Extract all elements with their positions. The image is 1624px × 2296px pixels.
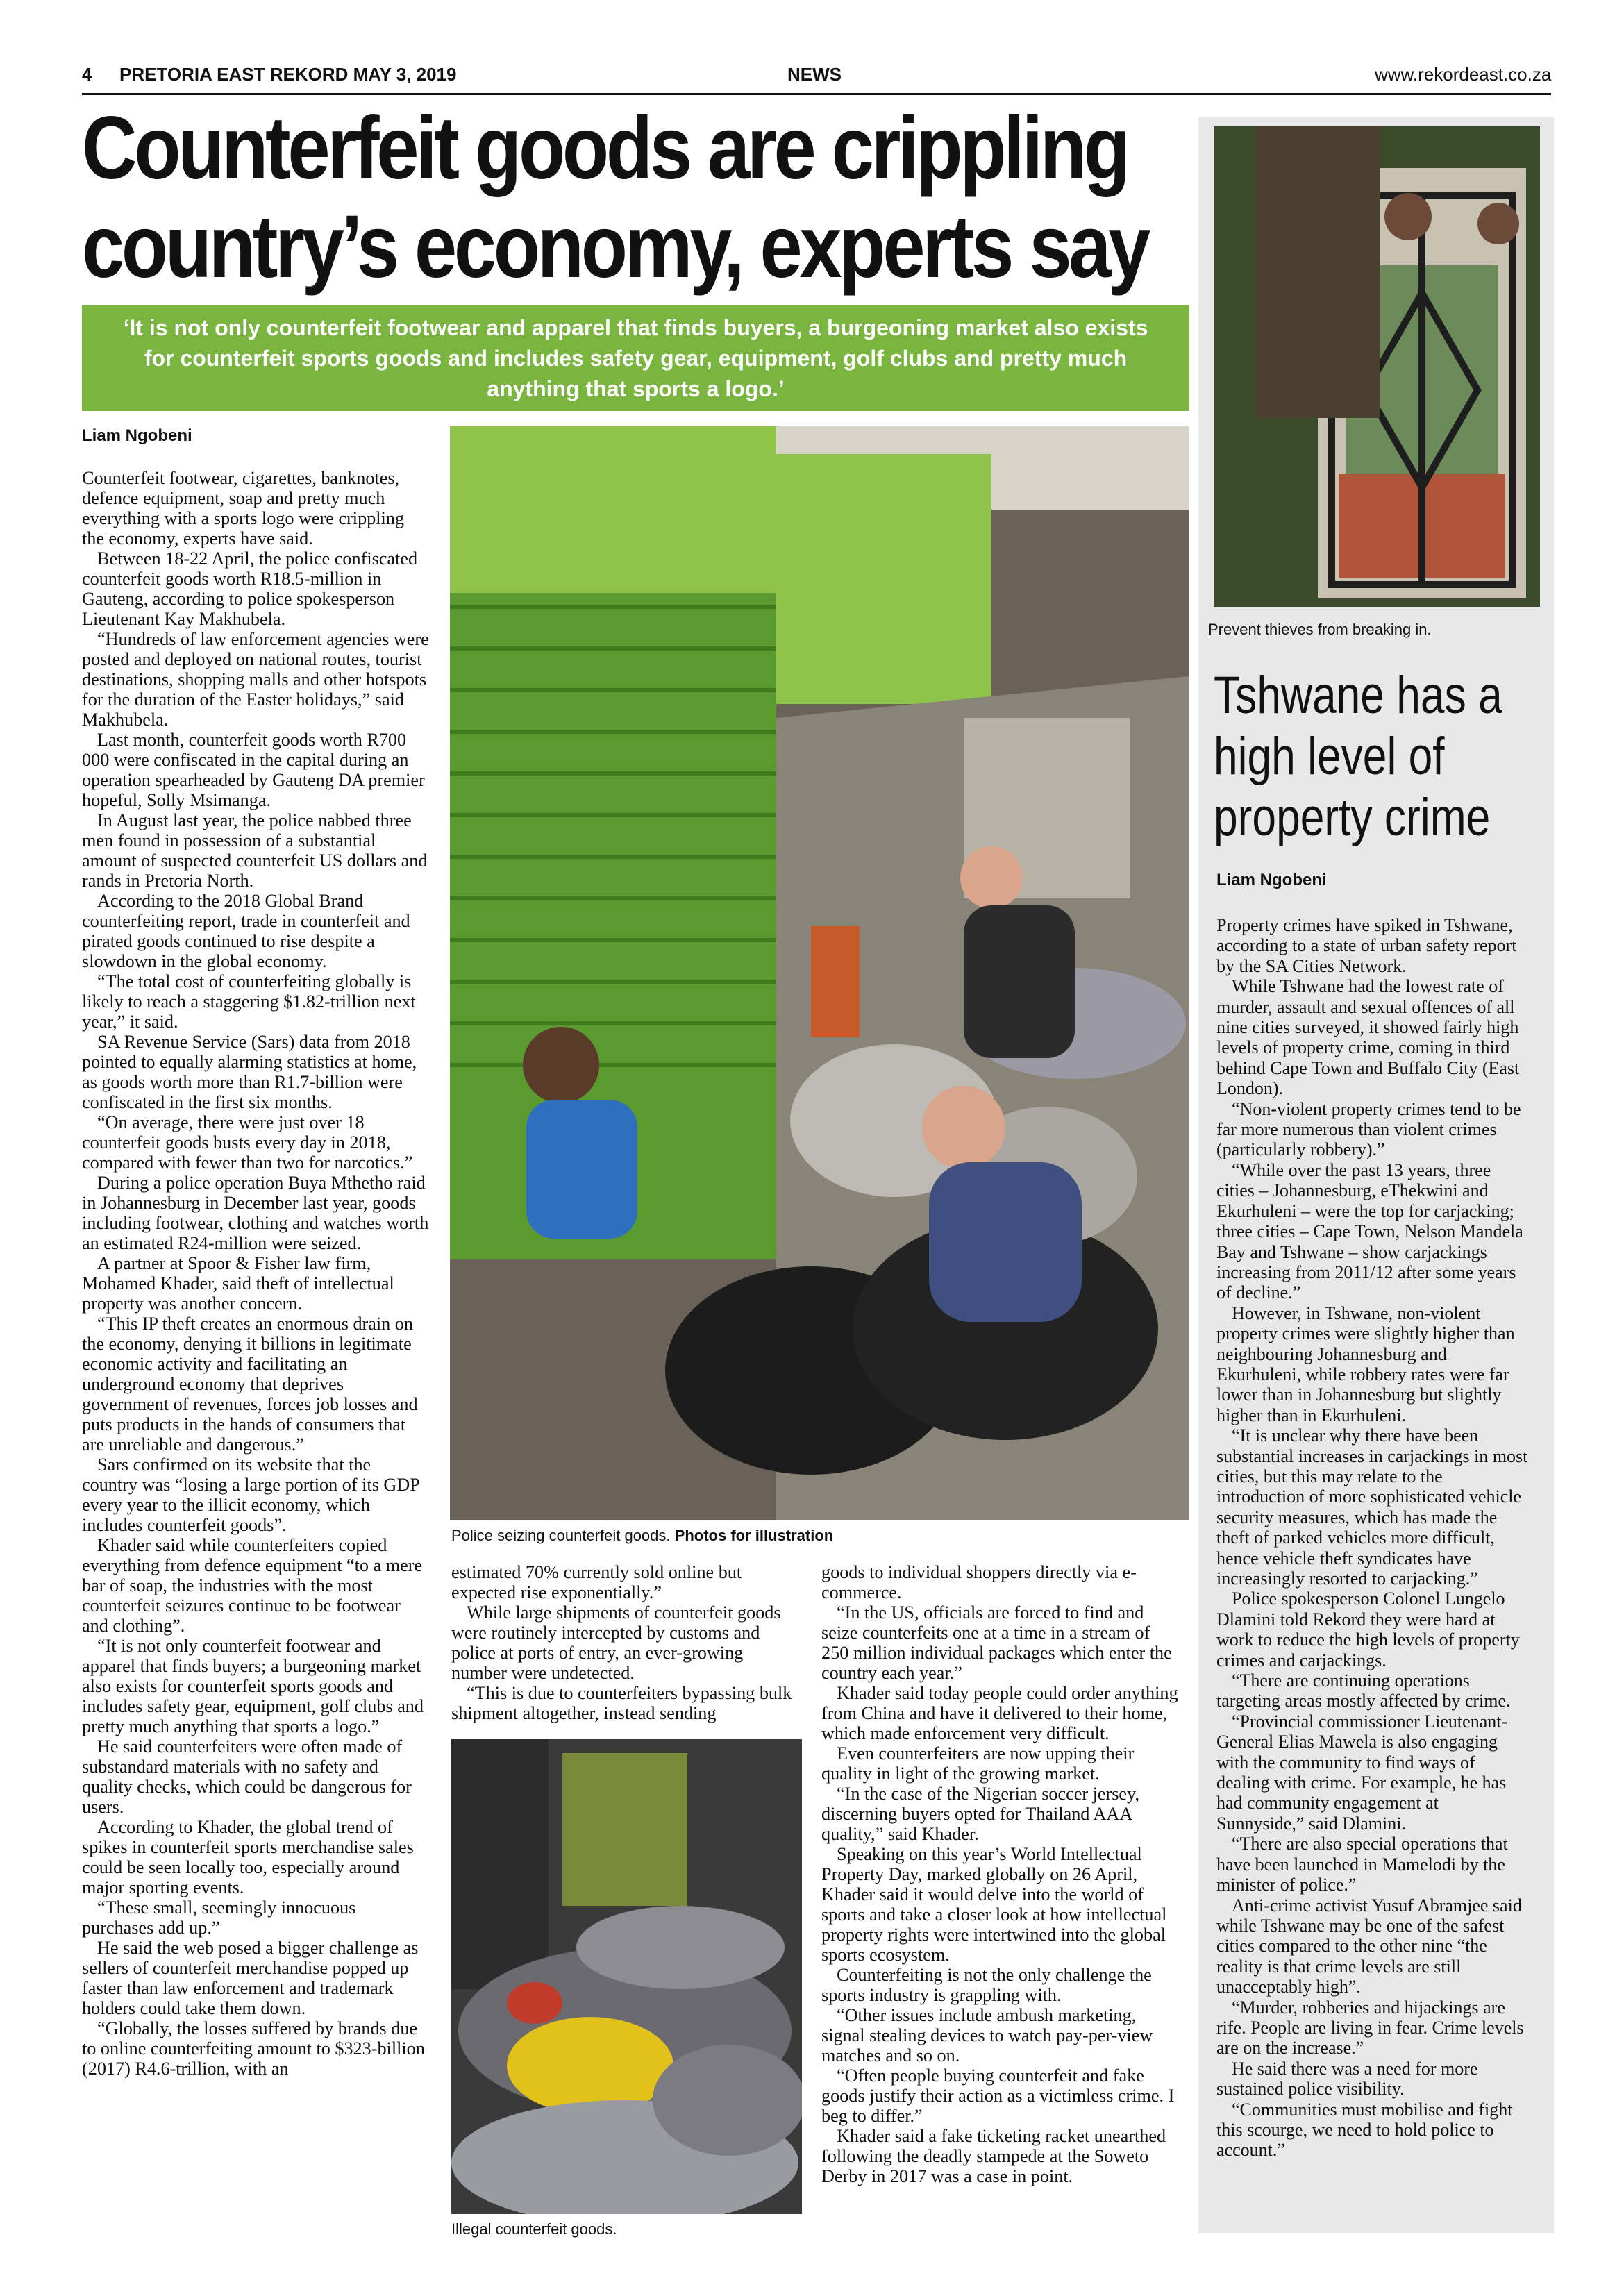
paragraph: “Non-violent property crimes tend to be far more numerous than violent crimes (particularly robbery).”	[1216, 1098, 1521, 1160]
paragraph: “It is unclear why there have been substantial increases in carjackings in most cities, but this may relate to the introduction of more sophisticated vehicle security measures, which has made the theft of parked vehicles more difficult, hence vehicle theft syndicates have increasingly resorted to carjacking.”	[1216, 1425, 1528, 1589]
photo-small-caption: Illegal counterfeit goods.	[451, 2220, 617, 2238]
website-link[interactable]: www.rekordeast.co.za	[1375, 64, 1552, 85]
article-column-3	[821, 1562, 1179, 2234]
sidebar-title-line-3: property crime	[1214, 788, 1491, 847]
paragraph: He said counterfeiters were often made of substandard materials with no safety and quality checks, which could be dangerous for users.	[82, 1736, 412, 1817]
publication-dateline: PRETORIA EAST REKORD MAY 3, 2019	[119, 64, 457, 85]
pull-quote: ‘It is not only counterfeit footwear and apparel that finds buyers, a burgeoning market also exists for counterfeit sports goods and includes safety gear, equipment, golf clubs and pretty much anything that sports a logo.’	[82, 305, 1189, 411]
burglar-bars-illustration	[1214, 126, 1540, 607]
paragraph: Even counterfeiters are now upping their quality in light of the growing market.	[821, 1743, 1135, 1784]
paragraph: Khader said today people could order anything from China and have it delivered to their home, which made enforcement very difficult.	[821, 1683, 1178, 1743]
paragraph: However, in Tshwane, non-violent property crimes were slightly higher than neighbouring Johannesburg and Ekurhuleni, while robbery rates were far lower than in Johannesburg but slightly higher than in Ekurhuleni.	[1216, 1302, 1515, 1425]
paragraph: “This is due to counterfeiters bypassing bulk shipment altogether, instead sending	[451, 1683, 792, 1723]
paragraph: “Other issues include ambush marketing, signal stealing devices to watch pay-per-view matches and so on.	[821, 2005, 1153, 2065]
paragraph: “This IP theft creates an enormous drain on the economy, denying it billions in legitimate economic activity and facilitating an underground economy that deprives government of revenues, forces job losses and puts products in the hands of consumers that are unreliable and dangerous.”	[82, 1314, 418, 1455]
header-rule	[82, 93, 1551, 95]
paragraph: estimated 70% currently sold online but expected rise exponentially.”	[451, 1562, 742, 1602]
paragraph: “It is not only counterfeit footwear and apparel that finds buyers; a burgeoning market also exists for counterfeit sports goods and includes safety gear, equipment, golf clubs and pretty much anything that sports a logo.”	[82, 1636, 424, 1736]
paragraph: “Often people buying counterfeit and fake goods justify their action as a victimless crime. I beg to differ.”	[821, 2065, 1175, 2126]
photo-main-caption-text: Police seizing counterfeit goods.	[451, 1527, 671, 1544]
paragraph: Khader said a fake ticketing racket unearthed following the deadly stampede at the Soweto Derby in 2017 was a case in point.	[821, 2126, 1166, 2186]
paragraph: “Hundreds of law enforcement agencies were posted and deployed on national routes, tourist destinations, shopping malls and other hotspots for the duration of the Easter holidays,” said Makhubela.	[82, 629, 429, 730]
paragraph: While large shipments of counterfeit goods were routinely intercepted by customs and police at ports of entry, an ever-growing number were undetected.	[451, 1602, 781, 1683]
paragraph: In August last year, the police nabbed three men found in possession of a substantial amount of suspected counterfeit US dollars and rands in Pretoria North.	[82, 810, 428, 891]
article-byline: Liam Ngobeni	[82, 426, 192, 445]
paragraph: According to Khader, the global trend of spikes in counterfeit sports merchandise sales could be seen locally too, especially around major sporting events.	[82, 1817, 414, 1897]
paragraph: “In the case of the Nigerian soccer jersey, discerning buyers opted for Thailand AAA quality,” said Khader.	[821, 1784, 1139, 1844]
paragraph: Between 18-22 April, the police confiscated counterfeit goods worth R18.5-million in Gauteng, according to police spokesperson Lieutenant Kay Makhubela.	[82, 548, 418, 629]
paragraph: “Murder, robberies and hijackings are rife. People are living in fear. Crime levels are on the increase.”	[1216, 1997, 1524, 2059]
paragraph: Police spokesperson Colonel Lungelo Dlamini told Rekord they were hard at work to reduce the high levels of property crimes and carjackings.	[1216, 1589, 1520, 1670]
paragraph: Counterfeiting is not the only challenge the sports industry is grappling with.	[821, 1965, 1152, 2005]
sidebar-photo-burglar-bars	[1214, 126, 1540, 607]
paragraph: “In the US, officials are forced to find and seize counterfeits one at a time in a stream of 250 million individual packages which enter the country each year.”	[821, 1602, 1172, 1683]
headline-line-1: Counterfeit goods are crippling	[82, 99, 1128, 198]
paragraph: According to the 2018 Global Brand counterfeiting report, trade in counterfeit and pirated goods continued to rise despite a slowdown in the global economy.	[82, 891, 410, 971]
paragraph: Counterfeit footwear, cigarettes, banknotes, defence equipment, soap and pretty much everything with a sports logo were crippling the economy, experts have said.	[82, 468, 404, 548]
paragraph: “The total cost of counterfeiting globally is likely to reach a staggering $1.82-trillion next year,” it said.	[82, 971, 416, 1032]
headline	[82, 99, 1148, 296]
paragraph: While Tshwane had the lowest rate of murder, assault and sexual offences of all nine cities surveyed, it showed fairly high levels of property crime, coming in third behind Cape Town and Buffalo City (East London).	[1216, 976, 1520, 1099]
paragraph: Khader said while counterfeiters copied everything from defence equipment “to a mere bar of soap, the industries with the most counterfeit seizures continue to be footwear and clothing”.	[82, 1535, 423, 1636]
paragraph: “There are also special operations that have been launched in Mamelodi by the minister of police.”	[1216, 1834, 1508, 1895]
headline-line-2: country’s economy, experts say	[82, 197, 1148, 296]
paragraph: “There are continuing operations targeting areas mostly affected by crime.	[1216, 1670, 1511, 1711]
article-column-1	[82, 468, 429, 2234]
photo-main-caption	[451, 1527, 833, 1545]
paragraph: goods to individual shoppers directly via e-commerce.	[821, 1562, 1137, 1602]
sidebar-photo-caption: Prevent thieves from breaking in.	[1208, 621, 1432, 638]
sidebar-title-line-1: Tshwane has a	[1214, 666, 1502, 725]
paragraph: “Globally, the losses suffered by brands due to online counterfeiting amount to $323-billion (2017) R4.6-trillion, with an	[82, 2018, 425, 2079]
counterfeit-goods-illustration	[451, 1739, 802, 2214]
paragraph: “Provincial commissioner Lieutenant-General Elias Mawela is also engaging with the community to find ways of dealing with crime. For example, he has had community engagement at Sunnyside,” said Dlamini.	[1216, 1711, 1508, 1834]
paragraph: He said the web posed a bigger challenge as sellers of counterfeit merchandise popped up faster than law enforcement and trademark holders could take them down.	[82, 1938, 419, 2018]
sidebar-title-line-2: high level of	[1214, 727, 1445, 786]
sidebar-title	[1214, 665, 1502, 848]
paragraph: Last month, counterfeit goods worth R700 000 were confiscated in the capital during an operation spearheaded by Gauteng DA premier hopeful, Solly Msimanga.	[82, 730, 425, 810]
paragraph: “Communities must mobilise and fight this scourge, we need to hold police to account.”	[1216, 2099, 1513, 2161]
paragraph: During a police operation Buya Mthetho raid in Johannesburg in December last year, goods including footwear, clothing and watches worth an estimated R24-million were seized.	[82, 1173, 429, 1253]
photo-main-credit: Photos for illustration	[674, 1527, 834, 1544]
police-seizure-illustration	[450, 426, 1189, 1520]
paragraph: He said there was a need for more sustained police visibility.	[1216, 2058, 1478, 2100]
photo-illegal-goods	[451, 1739, 802, 2214]
sidebar-body	[1216, 915, 1530, 2220]
paragraph: Sars confirmed on its website that the country was “losing a large portion of its GDP every year to the illicit economy, which includes counterfeit goods”.	[82, 1455, 419, 1535]
sidebar-byline: Liam Ngobeni	[1216, 871, 1327, 889]
article-column-2	[451, 1562, 798, 1723]
paragraph: Speaking on this year’s World Intellectual Property Day, marked globally on 26 April, Khader said it would delve into the world of sports and take a closer look at how intellectual property rights were intertwined into the global sports ecosystem.	[821, 1844, 1167, 1965]
paragraph: Property crimes have spiked in Tshwane, according to a state of urban safety report by the SA Cities Network.	[1216, 915, 1517, 976]
paragraph: A partner at Spoor & Fisher law firm, Mohamed Khader, said theft of intellectual property was another concern.	[82, 1253, 394, 1314]
paragraph: “These small, seemingly innocuous purchases add up.”	[82, 1897, 356, 1938]
paragraph: “While over the past 13 years, three cities – Johannesburg, eThekwini and Ekurhuleni – were the top for carjacking; three cities – Cape Town, Nelson Mandela Bay and Tshwane – show carjackings increasing from 2011/12 after some years of decline.”	[1216, 1159, 1523, 1303]
section-label: NEWS	[787, 64, 842, 85]
page-number: 4	[82, 64, 92, 85]
paragraph: SA Revenue Service (Sars) data from 2018 pointed to equally alarming statistics at home, as goods worth more than R1.7-billion were confiscated in the first six months.	[82, 1032, 417, 1112]
paragraph: Anti-crime activist Yusuf Abramjee said while Tshwane may be one of the safest cities compared to the other nine “the reality is that crime levels are still unacceptably high”.	[1216, 1895, 1522, 1997]
paragraph: “On average, there were just over 18 counterfeit goods busts every day in 2018, compared with fewer than two for narcotics.”	[82, 1112, 413, 1173]
photo-police-seizing-goods	[450, 426, 1189, 1520]
